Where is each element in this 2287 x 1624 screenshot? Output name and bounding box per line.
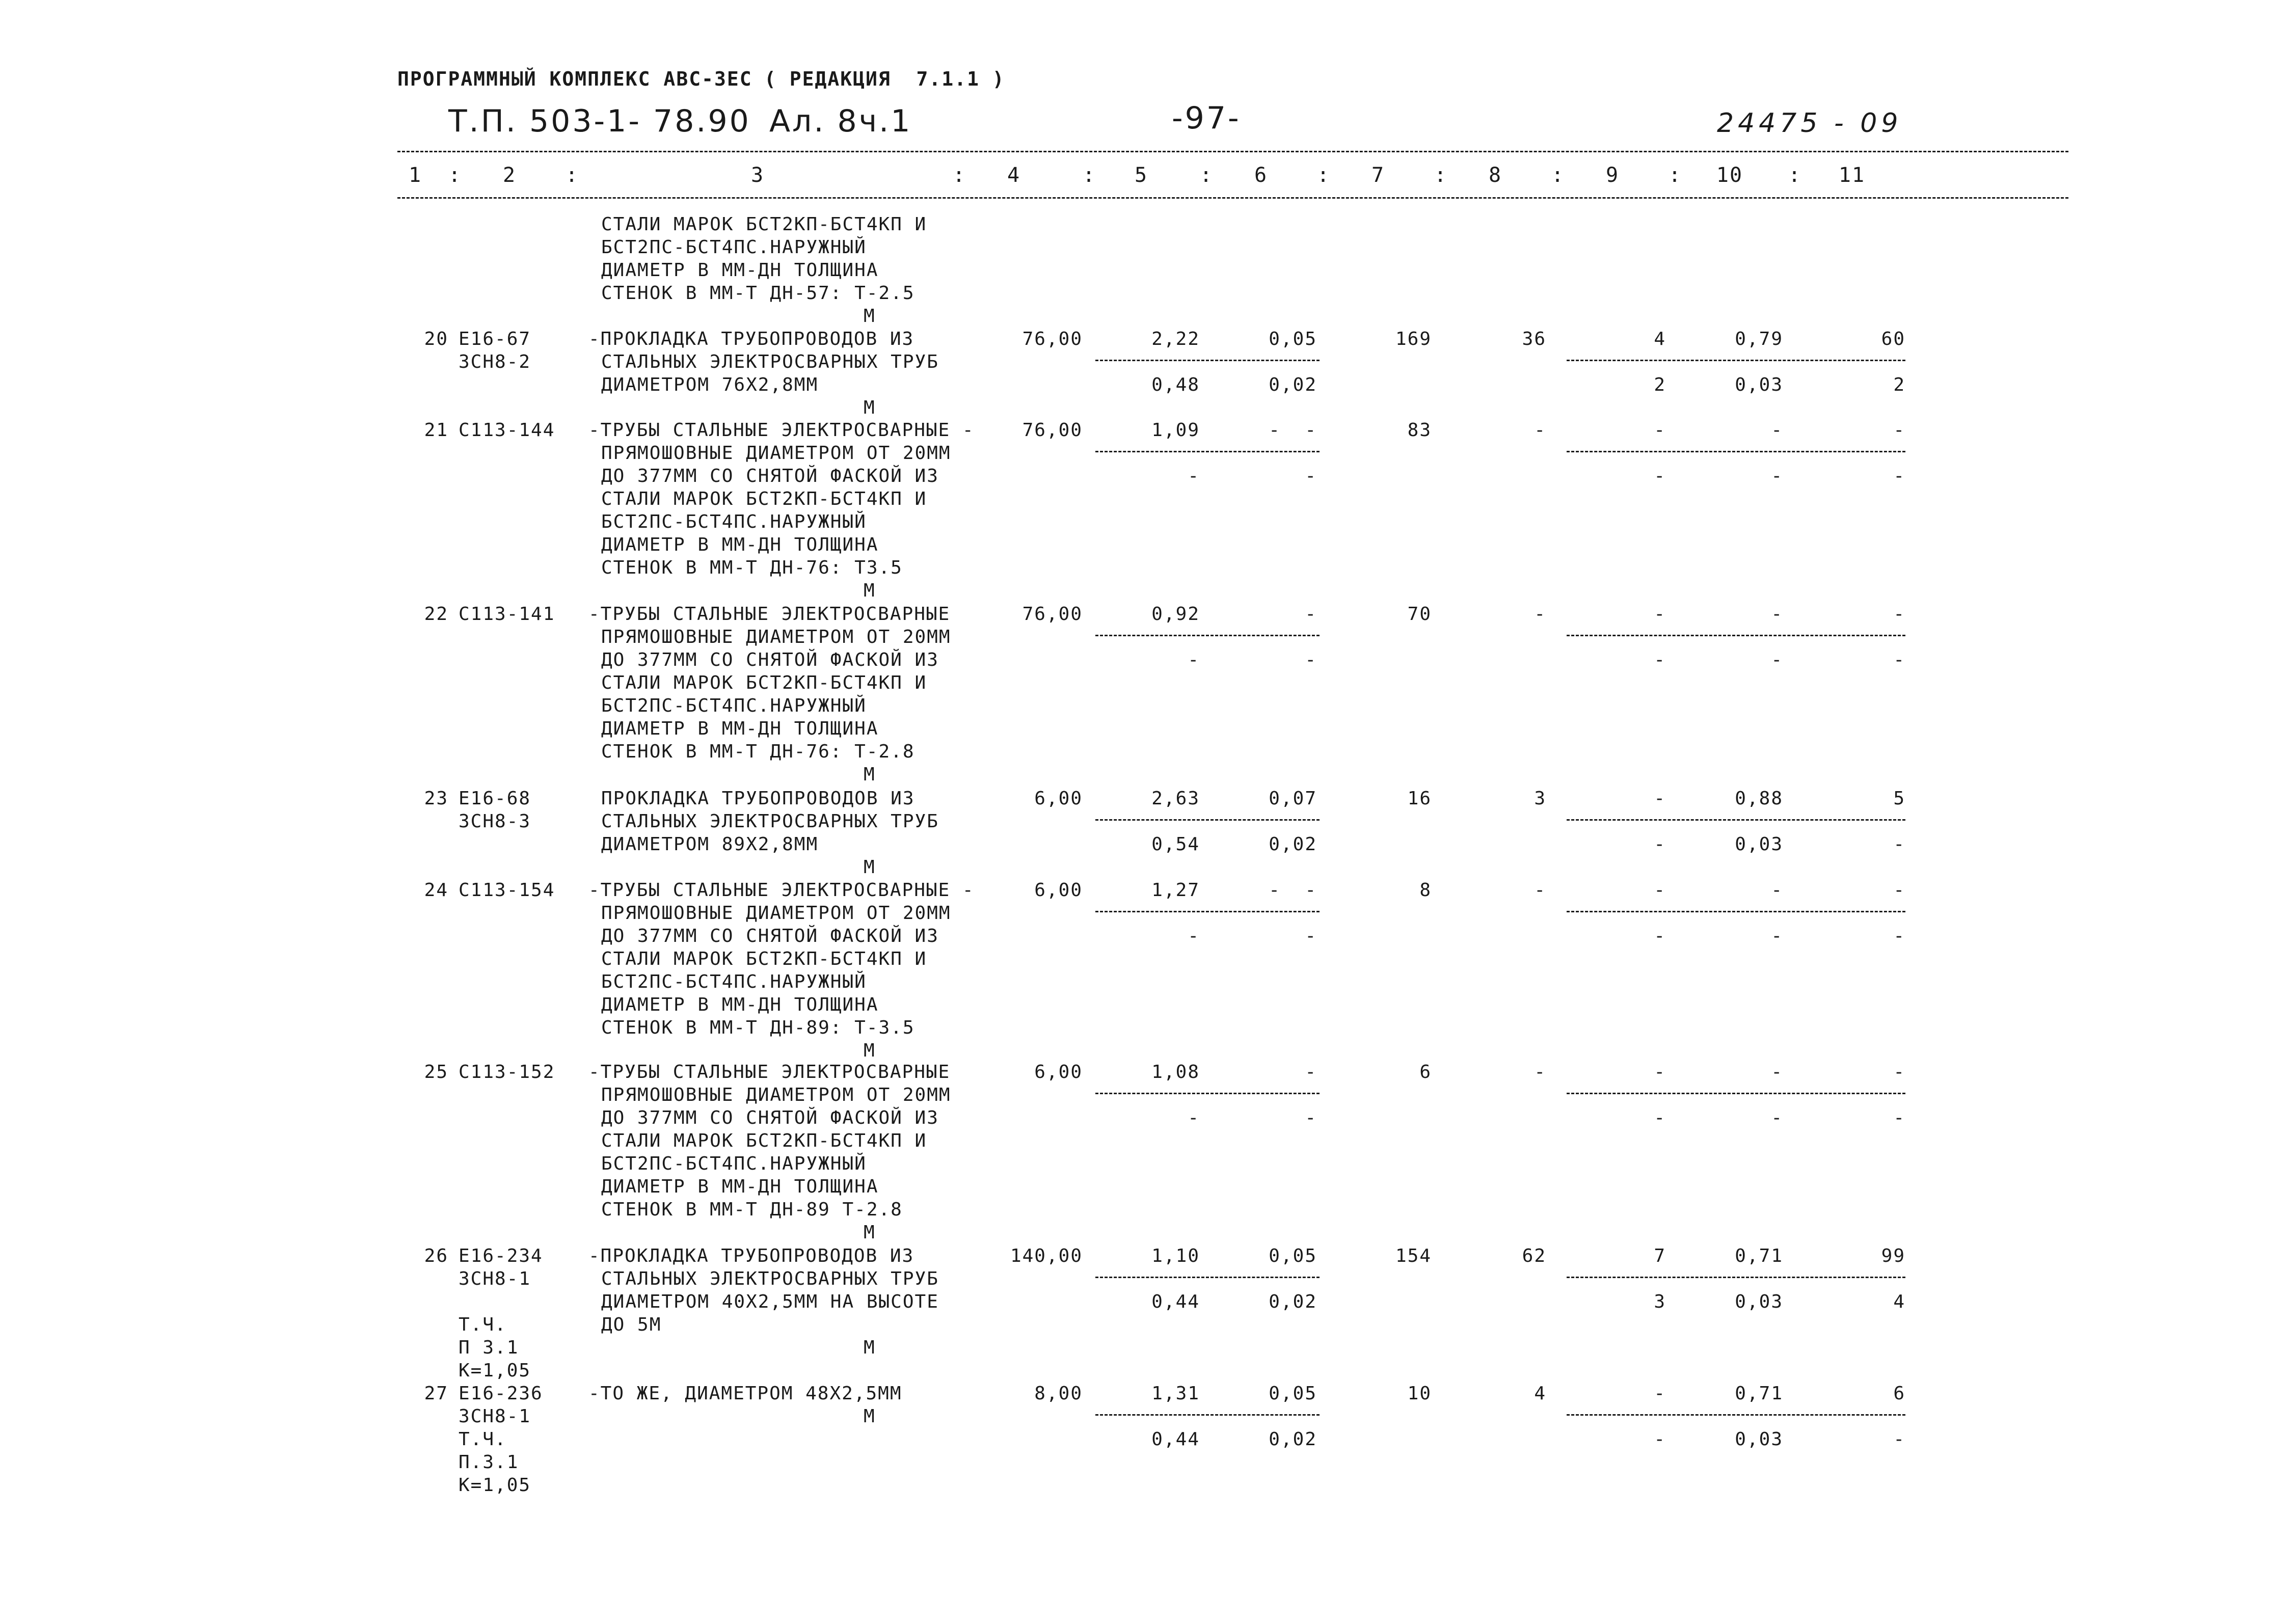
column-separator: : xyxy=(566,164,579,187)
page-number: -97- xyxy=(1172,100,1241,136)
work-description-line: -ПРОКЛАДКА ТРУБОПРОВОДОВ ИЗ xyxy=(588,1246,914,1266)
wages-total: - xyxy=(1534,604,1546,625)
unit-cost-machines: 0,05 xyxy=(1269,1383,1317,1404)
labor-cost-total: - xyxy=(1893,1062,1905,1082)
unit-cost-wages: 0,54 xyxy=(1151,834,1200,855)
machines-wages-total: - xyxy=(1654,649,1666,670)
unit-cost-machine-wages: 0,02 xyxy=(1269,1291,1317,1312)
unit-cost-total: 1,31 xyxy=(1151,1383,1200,1404)
unit-cost-divider xyxy=(1095,451,1320,452)
work-description-line: -ТРУБЫ СТАЛЬНЫЕ ЭЛЕКТРОСВАРНЫЕ xyxy=(588,604,951,625)
labor-cost-unit-machinists: - xyxy=(1771,466,1783,486)
labor-cost-total: 5 xyxy=(1893,788,1905,809)
row-number: 22 xyxy=(424,604,448,625)
labor-cost-total-machinists: 2 xyxy=(1893,374,1905,395)
labor-cost-unit-machinists: 0,03 xyxy=(1735,1291,1783,1312)
column-number: 8 xyxy=(1488,164,1502,187)
quantity-value: 76,00 xyxy=(1022,604,1083,625)
unit-cost-divider xyxy=(1095,1277,1320,1278)
labor-cost-total: - xyxy=(1893,420,1905,441)
work-description-line: СТАЛИ МАРОК БСТ2КП-БСТ4КП И xyxy=(601,1130,927,1151)
work-description-line: БСТ2ПС-БСТ4ПС.НАРУЖНЫЙ xyxy=(601,237,867,258)
labor-cost-total: 99 xyxy=(1881,1246,1905,1266)
work-description-line: ДИАМЕТРОМ 76Х2,8ММ xyxy=(601,374,819,395)
labor-cost-total-machinists: - xyxy=(1893,649,1905,670)
machines-wages-total: - xyxy=(1654,1429,1666,1450)
total-cost: 169 xyxy=(1395,329,1432,349)
unit-cost-machine-wages: - xyxy=(1305,649,1317,670)
labor-cost-divider xyxy=(1567,1093,1905,1094)
work-description-line: СТАЛИ МАРОК БСТ2КП-БСТ4КП И xyxy=(601,672,927,693)
work-description-line: СТАЛИ МАРОК БСТ2КП-БСТ4КП И xyxy=(601,214,927,235)
column-separator: : xyxy=(1788,164,1802,187)
wages-total: - xyxy=(1534,880,1546,901)
row-number: 20 xyxy=(424,329,448,349)
labor-cost-divider xyxy=(1567,360,1905,361)
row-number: 23 xyxy=(424,788,448,809)
total-cost: 8 xyxy=(1419,880,1432,901)
document-code: 24475 - 09 xyxy=(1717,108,1902,139)
unit-of-measure: М xyxy=(864,306,876,327)
work-description-line: ДО 5М xyxy=(601,1314,662,1335)
row-number: 26 xyxy=(424,1246,448,1266)
machines-total: - xyxy=(1654,1062,1666,1082)
wages-total: 36 xyxy=(1522,329,1546,349)
unit-cost-wages: - xyxy=(1188,926,1200,946)
rate-code: Е16-67 xyxy=(459,329,531,349)
unit-cost-total: 2,63 xyxy=(1151,788,1200,809)
row-number: 25 xyxy=(424,1062,448,1082)
machines-total: 7 xyxy=(1654,1246,1666,1266)
unit-cost-machine-wages: 0,02 xyxy=(1269,1429,1317,1450)
work-description-line: СТЕНОК В ММ-Т ДН-89: Т-3.5 xyxy=(601,1017,915,1038)
unit-of-measure: М xyxy=(864,1222,876,1243)
row-number: 27 xyxy=(424,1383,448,1404)
machines-wages-total: - xyxy=(1654,1107,1666,1128)
machines-total: - xyxy=(1654,420,1666,441)
column-separator: : xyxy=(1434,164,1448,187)
labor-cost-total-machinists: - xyxy=(1893,926,1905,946)
work-description-line: БСТ2ПС-БСТ4ПС.НАРУЖНЫЙ xyxy=(601,511,867,532)
rate-code: Т.Ч. xyxy=(459,1314,507,1335)
labor-cost-unit-machinists: 0,03 xyxy=(1735,1429,1783,1450)
quantity-value: 6,00 xyxy=(1034,880,1083,901)
labor-cost-unit-machinists: 0,03 xyxy=(1735,834,1783,855)
unit-cost-divider xyxy=(1095,1093,1320,1094)
work-description-line: СТАЛЬНЫХ ЭЛЕКТРОСВАРНЫХ ТРУБ xyxy=(601,351,939,372)
rate-code: К=1,05 xyxy=(459,1360,531,1381)
unit-of-measure: М xyxy=(864,1337,876,1358)
work-description-line: ДИАМЕТРОМ 89Х2,8ММ xyxy=(601,834,819,855)
unit-cost-machines: - - xyxy=(1269,420,1317,441)
unit-cost-wages: - xyxy=(1188,649,1200,670)
labor-cost-unit: 0,88 xyxy=(1735,788,1783,809)
rate-code: С113-141 xyxy=(459,604,555,625)
unit-cost-divider xyxy=(1095,819,1320,821)
work-description-line: СТАЛИ МАРОК БСТ2КП-БСТ4КП И xyxy=(601,949,927,969)
labor-cost-divider xyxy=(1567,635,1905,636)
header-rule-bottom xyxy=(397,197,2068,199)
quantity-value: 76,00 xyxy=(1022,420,1083,441)
unit-cost-total: 1,08 xyxy=(1151,1062,1200,1082)
unit-cost-machines: 0,05 xyxy=(1269,329,1317,349)
unit-cost-machines: - - xyxy=(1269,880,1317,901)
column-number: 6 xyxy=(1254,164,1268,187)
labor-cost-divider xyxy=(1567,451,1905,452)
unit-of-measure: М xyxy=(864,1040,876,1061)
rate-code: Т.Ч. xyxy=(459,1429,507,1450)
unit-cost-divider xyxy=(1095,911,1320,912)
work-description-line: ДО 377ММ СО СНЯТОЙ ФАСКОЙ ИЗ xyxy=(601,926,939,946)
unit-cost-machine-wages: - xyxy=(1305,466,1317,486)
rate-code: С113-152 xyxy=(459,1062,555,1082)
machines-wages-total: - xyxy=(1654,834,1666,855)
edition-label: ( РЕДАКЦИЯ 7.1.1 ) xyxy=(764,68,1005,90)
unit-cost-machines: 0,05 xyxy=(1269,1246,1317,1266)
unit-cost-total: 1,10 xyxy=(1151,1246,1200,1266)
unit-of-measure: М xyxy=(864,580,876,601)
rate-code: ЗСН8-1 xyxy=(459,1268,531,1289)
labor-cost-unit: - xyxy=(1771,420,1783,441)
labor-cost-unit: 0,71 xyxy=(1735,1383,1783,1404)
column-number: 5 xyxy=(1134,164,1148,187)
labor-cost-total: - xyxy=(1893,604,1905,625)
unit-cost-total: 1,09 xyxy=(1151,420,1200,441)
column-number: 2 xyxy=(502,164,517,187)
machines-total: 4 xyxy=(1654,329,1666,349)
work-description-line: ДИАМЕТР В ММ-ДН ТОЛЩИНА xyxy=(601,994,879,1015)
rate-code: Е16-234 xyxy=(459,1246,543,1266)
column-number: 1 xyxy=(408,164,422,187)
quantity-value: 8,00 xyxy=(1034,1383,1083,1404)
labor-cost-unit-machinists: - xyxy=(1771,926,1783,946)
work-description-line: СТАЛЬНЫХ ЭЛЕКТРОСВАРНЫХ ТРУБ xyxy=(601,811,939,832)
work-description-line: -ТРУБЫ СТАЛЬНЫЕ ЭЛЕКТРОСВАРНЫЕ - xyxy=(588,420,975,441)
work-description-line: ДИАМЕТР В ММ-ДН ТОЛЩИНА xyxy=(601,260,879,281)
work-description-line: СТЕНОК В ММ-Т ДН-57: Т-2.5 xyxy=(601,283,915,304)
work-description-line: ДИАМЕТР В ММ-ДН ТОЛЩИНА xyxy=(601,1176,879,1197)
unit-cost-machine-wages: 0,02 xyxy=(1269,374,1317,395)
machines-total: - xyxy=(1654,788,1666,809)
column-number: 4 xyxy=(1007,164,1021,187)
album-number: Ал. 8ч.1 xyxy=(769,103,912,139)
labor-cost-total: 6 xyxy=(1893,1383,1905,1404)
work-description-line: ДИАМЕТР В ММ-ДН ТОЛЩИНА xyxy=(601,718,879,739)
column-number: 9 xyxy=(1605,164,1620,187)
header-rule-top xyxy=(397,151,2068,152)
machines-total: - xyxy=(1654,880,1666,901)
unit-cost-machines: - xyxy=(1305,604,1317,625)
total-cost: 83 xyxy=(1407,420,1432,441)
rate-code: П.3.1 xyxy=(459,1452,519,1473)
machines-wages-total: - xyxy=(1654,466,1666,486)
machines-wages-total: 2 xyxy=(1654,374,1666,395)
labor-cost-unit-machinists: - xyxy=(1771,1107,1783,1128)
rate-code: Е16-236 xyxy=(459,1383,543,1404)
work-description-line: ДО 377ММ СО СНЯТОЙ ФАСКОЙ ИЗ xyxy=(601,1107,939,1128)
work-description-line: ПРЯМОШОВНЫЕ ДИАМЕТРОМ ОТ 20ММ xyxy=(601,627,951,647)
project-number: Т.П. 503-1- 78.90 xyxy=(448,103,751,139)
work-description-line: ДО 377ММ СО СНЯТОЙ ФАСКОЙ ИЗ xyxy=(601,649,939,670)
column-separator: : xyxy=(1200,164,1214,187)
work-description-line: СТЕНОК В ММ-Т ДН-76: Т3.5 xyxy=(601,557,903,578)
labor-cost-divider xyxy=(1567,819,1905,821)
labor-cost-total: 60 xyxy=(1881,329,1905,349)
unit-cost-wages: - xyxy=(1188,1107,1200,1128)
wages-total: 4 xyxy=(1534,1383,1546,1404)
work-description-line: БСТ2ПС-БСТ4ПС.НАРУЖНЫЙ xyxy=(601,695,867,716)
unit-of-measure: М xyxy=(864,397,876,418)
labor-cost-total-machinists: - xyxy=(1893,466,1905,486)
labor-cost-total-machinists: - xyxy=(1893,834,1905,855)
wages-total: 3 xyxy=(1534,788,1546,809)
row-number: 24 xyxy=(424,880,448,901)
rate-code: К=1,05 xyxy=(459,1475,531,1496)
work-description-line: БСТ2ПС-БСТ4ПС.НАРУЖНЫЙ xyxy=(601,971,867,992)
machines-wages-total: - xyxy=(1654,926,1666,946)
rate-code: ЗСН8-1 xyxy=(459,1406,531,1427)
wages-total: - xyxy=(1534,1062,1546,1082)
unit-of-measure: М xyxy=(864,1406,876,1427)
work-description-line: ПРЯМОШОВНЫЕ ДИАМЕТРОМ ОТ 20ММ xyxy=(601,903,951,924)
unit-cost-wages: 0,44 xyxy=(1151,1291,1200,1312)
work-description-line: СТЕНОК В ММ-Т ДН-89 Т-2.8 xyxy=(601,1199,903,1220)
column-separator: : xyxy=(953,164,966,187)
labor-cost-unit-machinists: - xyxy=(1771,649,1783,670)
labor-cost-unit: - xyxy=(1771,880,1783,901)
column-number: 3 xyxy=(750,164,765,187)
labor-cost-total: - xyxy=(1893,880,1905,901)
labor-cost-total-machinists: - xyxy=(1893,1107,1905,1128)
wages-total: 62 xyxy=(1522,1246,1546,1266)
work-description-line: ПРЯМОШОВНЫЕ ДИАМЕТРОМ ОТ 20ММ xyxy=(601,1085,951,1105)
work-description-line: -ТРУБЫ СТАЛЬНЫЕ ЭЛЕКТРОСВАРНЫЕ - xyxy=(588,880,975,901)
column-separator: : xyxy=(1669,164,1682,187)
rate-code: ЗСН8-3 xyxy=(459,811,531,832)
unit-cost-machine-wages: - xyxy=(1305,1107,1317,1128)
unit-cost-machine-wages: 0,02 xyxy=(1269,834,1317,855)
labor-cost-divider xyxy=(1567,1414,1905,1416)
unit-cost-divider xyxy=(1095,635,1320,636)
total-cost: 10 xyxy=(1407,1383,1432,1404)
labor-cost-unit-machinists: 0,03 xyxy=(1735,374,1783,395)
quantity-value: 6,00 xyxy=(1034,788,1083,809)
work-description-line: ДИАМЕТР В ММ-ДН ТОЛЩИНА xyxy=(601,534,879,555)
work-description-line: СТАЛЬНЫХ ЭЛЕКТРОСВАРНЫХ ТРУБ xyxy=(601,1268,939,1289)
unit-cost-divider xyxy=(1095,360,1320,361)
rate-code: П 3.1 xyxy=(459,1337,519,1358)
rate-code: С113-144 xyxy=(459,420,555,441)
unit-cost-wages: - xyxy=(1188,466,1200,486)
unit-cost-total: 0,92 xyxy=(1151,604,1200,625)
work-description-line: -ТРУБЫ СТАЛЬНЫЕ ЭЛЕКТРОСВАРНЫЕ xyxy=(588,1062,951,1082)
labor-cost-total-machinists: 4 xyxy=(1893,1291,1905,1312)
work-description-line: ПРЯМОШОВНЫЕ ДИАМЕТРОМ ОТ 20ММ xyxy=(601,443,951,464)
unit-cost-wages: 0,48 xyxy=(1151,374,1200,395)
total-cost: 16 xyxy=(1407,788,1432,809)
program-name: ПРОГРАММНЫЙ КОМПЛЕКС АВС-3ЕС xyxy=(397,68,752,90)
work-description-line: -ПРОКЛАДКА ТРУБОПРОВОДОВ ИЗ xyxy=(588,329,914,349)
rate-code: С113-154 xyxy=(459,880,555,901)
labor-cost-unit: 0,71 xyxy=(1735,1246,1783,1266)
column-separator: : xyxy=(1083,164,1096,187)
unit-cost-wages: 0,44 xyxy=(1151,1429,1200,1450)
column-number: 10 xyxy=(1716,164,1743,187)
work-description-line: -ТО ЖЕ, ДИАМЕТРОМ 48Х2,5ММ xyxy=(588,1383,902,1404)
labor-cost-unit: 0,79 xyxy=(1735,329,1783,349)
work-description-line: БСТ2ПС-БСТ4ПС.НАРУЖНЫЙ xyxy=(601,1153,867,1174)
quantity-value: 76,00 xyxy=(1022,329,1083,349)
total-cost: 70 xyxy=(1407,604,1432,625)
total-cost: 6 xyxy=(1419,1062,1432,1082)
labor-cost-divider xyxy=(1567,911,1905,912)
unit-cost-machines: 0,07 xyxy=(1269,788,1317,809)
column-number: 11 xyxy=(1838,164,1866,187)
machines-total: - xyxy=(1654,1383,1666,1404)
unit-cost-machines: - xyxy=(1305,1062,1317,1082)
labor-cost-divider xyxy=(1567,1277,1905,1278)
rate-code: Е16-68 xyxy=(459,788,531,809)
quantity-value: 140,00 xyxy=(1010,1246,1083,1266)
work-description-line: СТАЛИ МАРОК БСТ2КП-БСТ4КП И xyxy=(601,489,927,509)
column-number: 7 xyxy=(1371,164,1385,187)
unit-cost-machine-wages: - xyxy=(1305,926,1317,946)
unit-of-measure: М xyxy=(864,857,876,878)
unit-cost-total: 1,27 xyxy=(1151,880,1200,901)
rate-code: ЗСН8-2 xyxy=(459,351,531,372)
total-cost: 154 xyxy=(1395,1246,1432,1266)
work-description-line: ПРОКЛАДКА ТРУБОПРОВОДОВ ИЗ xyxy=(601,788,915,809)
unit-cost-divider xyxy=(1095,1414,1320,1416)
work-description-line: ДО 377ММ СО СНЯТОЙ ФАСКОЙ ИЗ xyxy=(601,466,939,486)
machines-wages-total: 3 xyxy=(1654,1291,1666,1312)
column-separator: : xyxy=(448,164,462,187)
column-separator: : xyxy=(1551,164,1565,187)
quantity-value: 6,00 xyxy=(1034,1062,1083,1082)
work-description-line: СТЕНОК В ММ-Т ДН-76: Т-2.8 xyxy=(601,741,915,762)
column-separator: : xyxy=(1317,164,1331,187)
machines-total: - xyxy=(1654,604,1666,625)
labor-cost-total-machinists: - xyxy=(1893,1429,1905,1450)
labor-cost-unit: - xyxy=(1771,604,1783,625)
work-description-line: ДИАМЕТРОМ 40Х2,5ММ НА ВЫСОТЕ xyxy=(601,1291,939,1312)
labor-cost-unit: - xyxy=(1771,1062,1783,1082)
row-number: 21 xyxy=(424,420,448,441)
wages-total: - xyxy=(1534,420,1546,441)
unit-of-measure: М xyxy=(864,764,876,785)
unit-cost-total: 2,22 xyxy=(1151,329,1200,349)
